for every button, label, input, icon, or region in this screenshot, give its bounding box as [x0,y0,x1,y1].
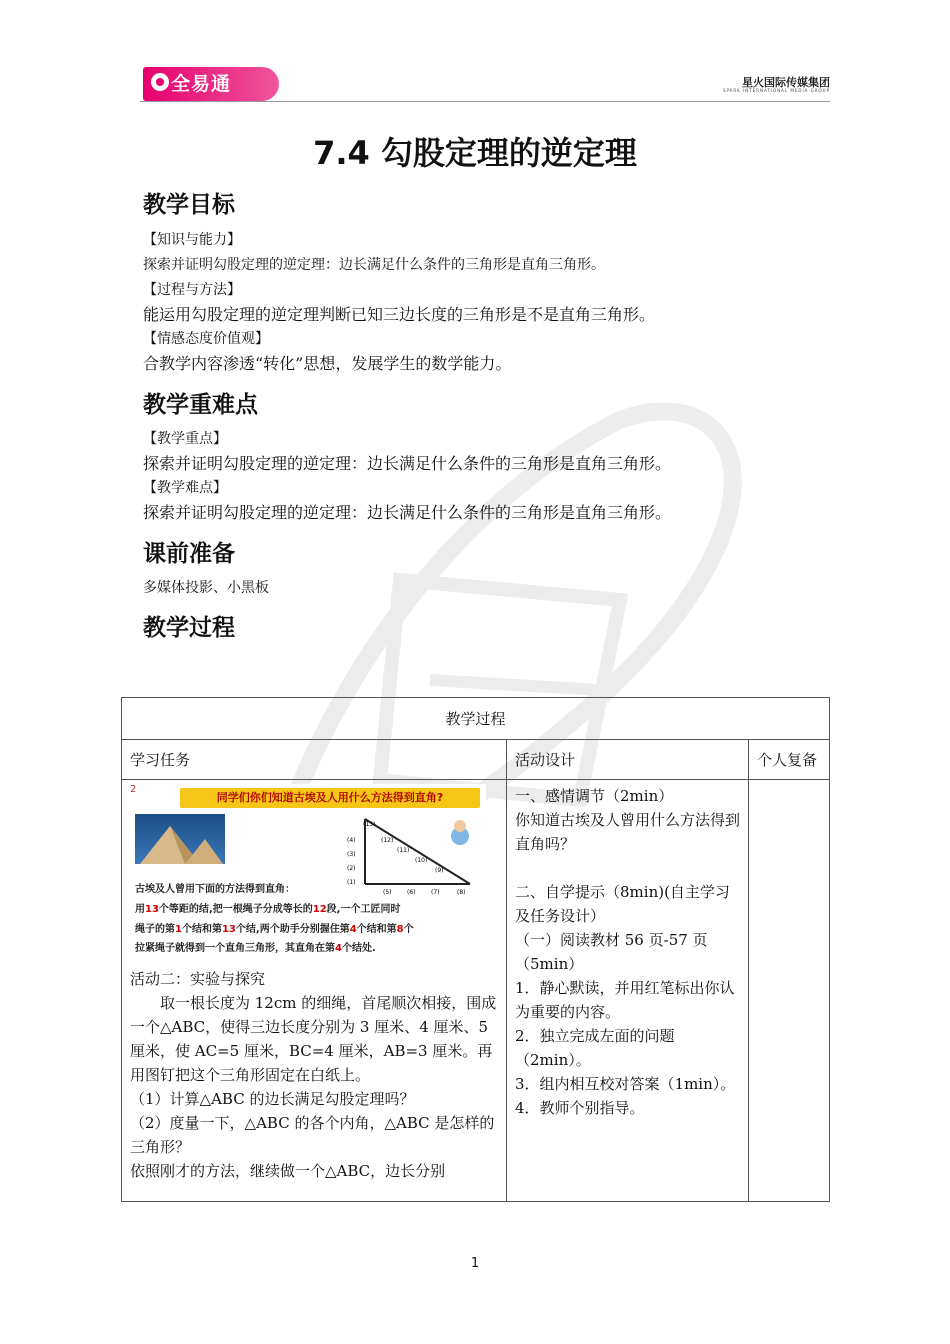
rope-triangle-diagram [345,814,475,896]
heading-goals: 教学目标 [143,192,235,218]
activity-line: 4．教师个别指导。 [515,1099,645,1117]
knot-label: (7) [431,889,440,896]
process-table [121,697,830,1202]
header-activity: 活动设计 [507,740,749,780]
activity-text [515,784,740,1120]
task-line: （1）计算△ABC 的边长满足勾股定理吗？ [130,1090,415,1108]
task-cell [122,780,507,1202]
knot-label: (10) [415,857,428,864]
text-process: 能运用勾股定理的逆定理判断已知三边长度的三角形是不是直角三角形。 [143,305,656,324]
knot-label: (12) [381,837,394,844]
text-focus: 探索并证明勾股定理的逆定理：边长满足什么条件的三角形是直角三角形。 [143,454,672,473]
activity-line: 3．组内相互校对答案（1min）。 [515,1075,736,1093]
activity-line: 二、自学提示（8min)(自主学习及任务设计） [515,883,730,925]
task-line: （2）度量一下，△ABC 的各个内角，△ABC 是怎样的三角形？ [130,1114,495,1156]
knot-label: (1) [347,879,356,886]
slide-ribbon: 同学们你们知道古埃及人用什么方法得到直角? [180,788,480,808]
header-divider [140,101,830,102]
label-difficulty: 【教学难点】 [143,480,227,496]
logo-star-icon [151,73,169,91]
text-difficulty: 探索并证明勾股定理的逆定理：边长满足什么条件的三角形是直角三角形。 [143,503,672,522]
label-knowledge: 【知识与能力】 [143,232,241,248]
knot-label: (5) [383,889,392,896]
label-focus: 【教学重点】 [143,431,227,447]
notes-cell [749,780,830,1202]
knot-label: (6) [407,889,416,896]
table-caption: 教学过程 [122,698,830,740]
page-number: 1 [470,1256,480,1271]
activity-line: 2．独立完成左面的问题（2min）。 [515,1027,675,1069]
publisher-subtitle: SPARK INTERNATIONAL MEDIA GROUP [722,88,830,93]
slide-number: 2 [130,784,137,795]
pyramid-image [135,814,225,864]
heading-prep: 课前准备 [143,541,235,567]
header-notes: 个人复备 [749,740,830,780]
page-title: 7.4 勾股定理的逆定理 [313,134,637,172]
slide-line-2: 用13个等距的结,把一根绳子分成等长的12段,一个工匠同时 [135,904,401,915]
activity-line: 1．静心默读，并用红笔标出你认为重要的内容。 [515,979,735,1021]
activity-spacer [515,856,740,880]
label-emotion: 【情感态度价值观】 [143,331,269,347]
knot-label: (11) [397,847,410,854]
knot-label: (8) [457,889,466,896]
publisher-name: 星火国际传媒集团 [742,76,830,89]
knot-label: (9) [435,867,444,874]
slide-line-3: 绳子的第1个结和第13个结,两个助手分别握住第4个结和第8个 [135,924,414,935]
task-text [130,967,498,1183]
text-emotion: 合教学内容渗透“转化”思想，发展学生的数学能力。 [143,354,512,373]
task-line: 取一根长度为 12cm 的细绳，首尾顺次相接，围成一个△ABC，使得三边长度分别为 3 厘米、4 厘米、5 厘米，使 AC=5 厘米，BC=4 厘米，AB=3 厘米。再用图钉把这个三角形固定在白纸上。 [130,994,497,1084]
header-task: 学习任务 [122,740,507,780]
knot-label: (3) [347,851,356,858]
slide-line-4: 拉紧绳子就得到一个直角三角形，其直角在第4个结处. [135,943,376,954]
pyramid-icon [135,814,225,864]
heading-keypoints: 教学重难点 [143,392,258,418]
lesson-slide [130,784,486,954]
brand-logo [143,67,279,101]
heading-process: 教学过程 [143,615,235,641]
text-prep: 多媒体投影、小黑板 [143,580,269,596]
task-line: 依照刚才的方法，继续做一个△ABC，边长分别 [130,1162,446,1180]
text-knowledge: 探索并证明勾股定理的逆定理：边长满足什么条件的三角形是直角三角形。 [143,257,605,273]
logo-text: 全易通 [171,73,232,95]
label-process: 【过程与方法】 [143,282,241,298]
slide-line-1: 古埃及人曾用下面的方法得到直角： [135,884,295,895]
activity-cell [507,780,749,1202]
knot-label: (2) [347,865,356,872]
knot-label: (4) [347,837,356,844]
knot-label: (13) [363,821,376,828]
task-line: 活动二：实验与探究 [130,970,266,988]
activity-line: 一、感情调节（2min） [515,787,674,805]
activity-line: 你知道古埃及人曾用什么方法得到直角吗？ [515,811,741,853]
activity-line: （一）阅读教材 56 页-57 页（5min） [515,931,708,973]
